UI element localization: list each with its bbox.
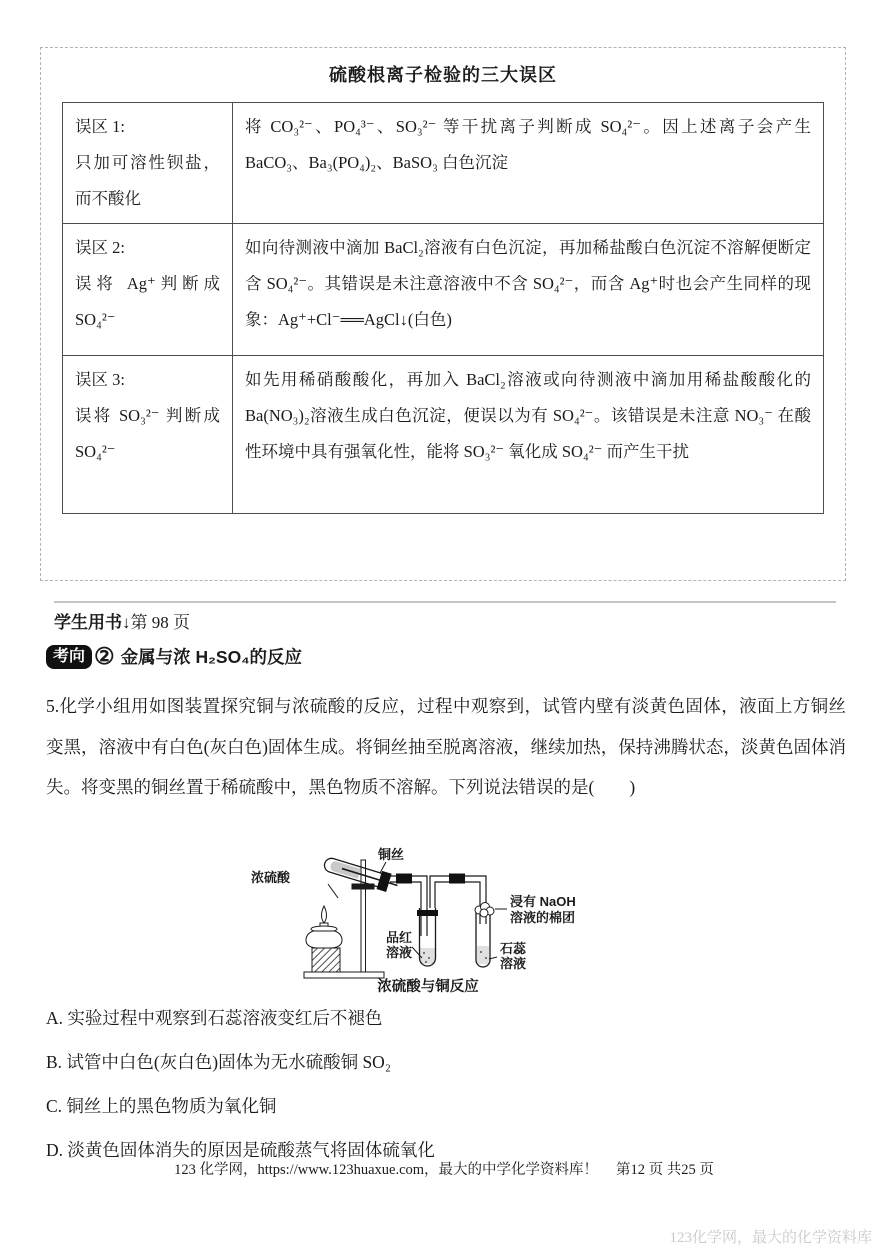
litmus-label-line2: 溶液 [500,956,527,971]
mistake-3-label-body: 误将 SO₃²⁻ 判断成 SO₄²⁻ [75,406,220,461]
fuchsin-liquid [420,948,435,964]
mistake-2-label-body: 误将 Ag⁺判断成 SO₄²⁻ [75,274,220,329]
copper-wire-label: 铜丝 [378,847,405,862]
stand-block [312,948,340,972]
mistake-2-content: 如向待测液中滴加 BaCl₂溶液有白色沉淀，再加稀盐酸白色沉淀不溶解便断定含 SO₄²⁻。其错误是未注意溶液中不含 SO₄²⁻，而含 Ag⁺时也会产生同样的现象：Ag⁺+Cl⁻══AgCl↓(白色) [233,224,824,356]
stand-base [304,972,384,978]
alcohol-lamp [306,906,342,972]
naoh-label-line1: 浸有 NaOH [510,894,576,909]
rubber-joint [449,874,465,884]
diagram-caption: 浓硫酸与铜反应 [377,979,479,995]
option-c: C. 铜丝上的黑色物质为氧化铜 [46,1095,277,1116]
tube1-stopper [417,910,438,916]
mistake-3-content: 如先用稀硝酸酸化，再加入 BaCl₂溶液或向待测液中滴加用稀盐酸酸化的 Ba(NO₃)₂溶液生成白色沉淀，便误以为有 SO₄²⁻。该错误是未注意 NO₃⁻ 在酸性环境中具有强氧化性，能将 SO₃²⁻ 氧化成 SO₄²⁻ 而产生干扰 [233,356,824,514]
question-text: 5.化学小组用如图装置探究铜与浓硫酸的反应，过程中观察到，试管内壁有淡黄色固体，液面上方铜丝变黑，溶液中有白色(灰白色)固体生成。将铜丝抽至脱离溶液，继续加热，保持沸腾状态，淡黄色固体消失。将变黑的铜丝置于稀硫酸中，黑色物质不溶解。下列说法错误的是( ) [46,696,846,797]
litmus-test-tube [475,903,494,968]
footer-page-info: 第12 页 共25 页 [616,1162,714,1178]
mistake-2-label-title: 误区 2: [75,238,125,257]
naoh-cotton [475,903,494,918]
table-row [63,224,824,356]
fuchsin-label-line1: 品红 [385,930,412,945]
mistake-1-label-title: 误区 1: [75,117,125,136]
arrow-down-icon: ↓ [122,613,131,632]
stand-rod [361,860,366,972]
misconception-box [40,47,846,581]
mistake-3-label-title: 误区 3: [75,370,125,389]
litmus-liquid [477,946,489,964]
options-list [46,995,846,1171]
rubber-joint [396,874,412,884]
exam-direction-badge: 考向 [46,645,92,669]
option-d: D. 淡黄色固体消失的原因是硫酸蒸气将固体硫氧化 [46,1139,435,1160]
section-heading: 金属与浓 H₂SO₄的反应 [120,647,303,667]
litmus-label-line1: 石蕊 [500,941,527,956]
misconception-table [62,102,824,514]
apparatus-diagram [228,846,660,998]
table-row [63,103,824,224]
badge-number-icon: ② [94,643,115,669]
rubber-stopper [377,871,392,892]
gas-pipes [390,876,486,936]
page-footer [0,1158,888,1179]
section-divider [54,601,836,603]
mistake-3-label-cell [63,356,233,514]
flame-icon [322,906,327,923]
mistake-2-label-cell [63,224,233,356]
student-book-ref [54,608,190,633]
footer-site-text: 123 化学网，https://www.123huaxue.com，最大的中学化学资料库！ [174,1162,599,1178]
naoh-label-line2: 溶液的棉团 [510,910,576,925]
option-b: B. 试管中白色(灰白色)固体为无水硫酸铜 SO₂ [46,1051,391,1072]
exam-direction-row [46,644,302,669]
acid-label: 浓硫酸 [250,870,290,885]
fuchsin-label-line2: 溶液 [385,945,412,960]
mistake-1-label-cell [63,103,233,224]
student-book-label: 学生用书 [54,613,122,632]
table-title: 硫酸根离子检验的三大误区 [329,65,557,85]
option-a: A. 实验过程中观察到石蕊溶液变红后不褪色 [46,1007,383,1028]
student-book-page: 第 98 页 [130,613,190,632]
mistake-1-content: 将 CO₃²⁻、PO₄³⁻、SO₃²⁻ 等干扰离子判断成 SO₄²⁻。因上述离子会产生 BaCO₃、Ba₃(PO₄)₂、BaSO₃ 白色沉淀 [233,103,824,224]
watermark: 123化学网，最大的化学资料库 [669,1230,872,1246]
mistake-1-label-body: 只加可溶性钡盐，而不酸化 [75,153,220,208]
table-row [63,356,824,514]
